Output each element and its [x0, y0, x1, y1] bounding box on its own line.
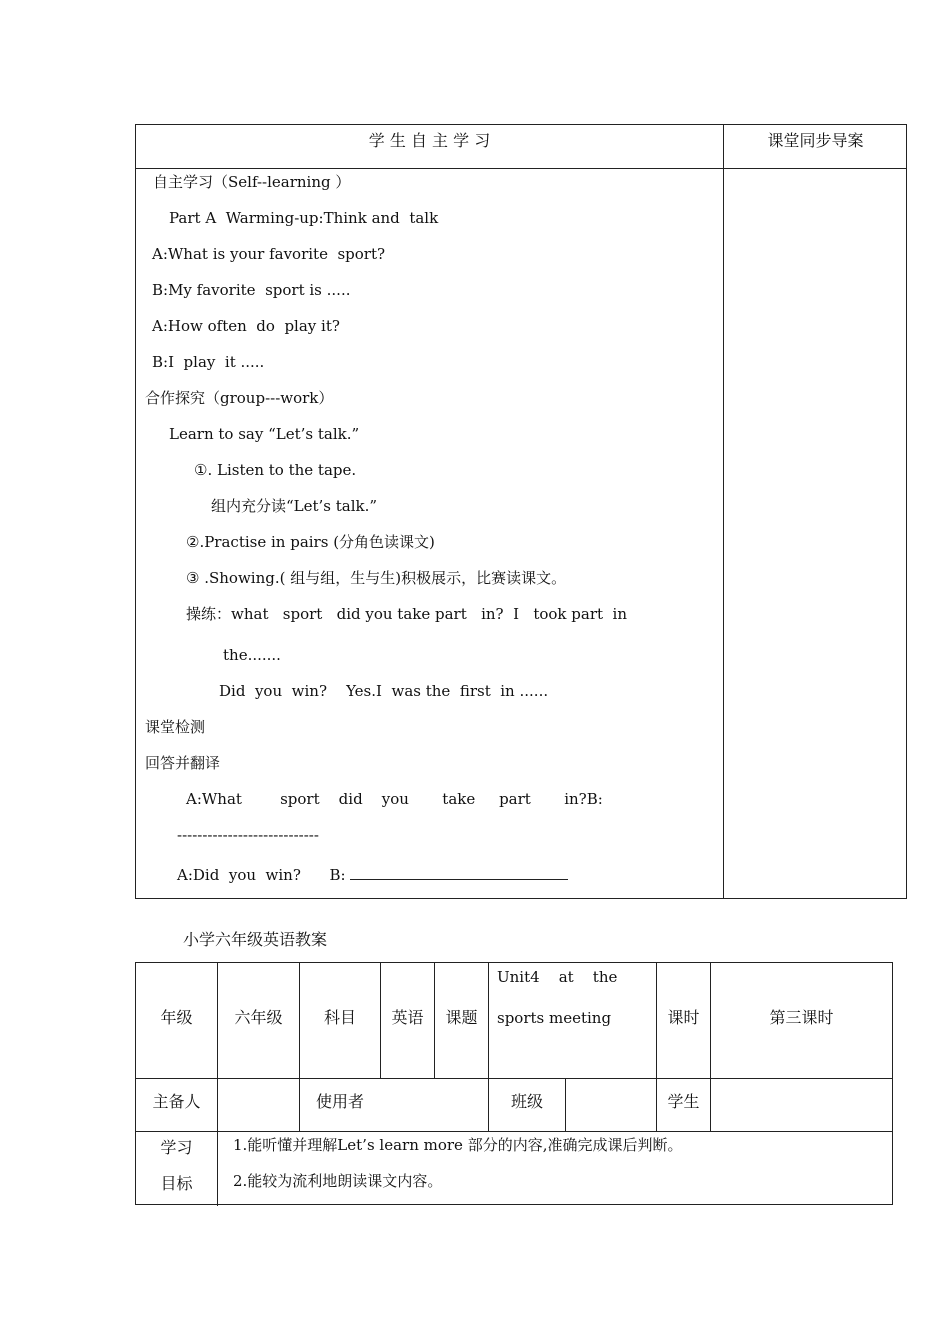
- self-study-table: [135, 124, 907, 899]
- period-label: 课时: [667, 1008, 700, 1027]
- line-step-1: ①. Listen to the tape.: [194, 461, 357, 479]
- line-step-2: ②.Practise in pairs (分角色读课文): [186, 533, 435, 551]
- line-step-3: ③ .Showing.( 组与组，生与生)积极展示，比赛读课文。: [186, 569, 567, 587]
- user-label: 使用者: [315, 1092, 364, 1111]
- question-2-text: A:Did you win? B:: [177, 866, 351, 884]
- line-did-you-win: Did you win? Yes.I was the first in ......: [219, 682, 549, 700]
- line-group-read: 组内充分读“Let’s talk.”: [211, 497, 378, 515]
- col-divider-a: [217, 963, 218, 1206]
- line-answer-blank-1: ----------------------------: [177, 826, 319, 844]
- line-dialog-b2: B:I play it .....: [152, 353, 265, 371]
- class-label: 班级: [510, 1092, 543, 1111]
- answer-blank-2: [350, 865, 568, 880]
- row-divider-2: [136, 1131, 892, 1132]
- line-part-a: Part A Warming-up:Think and talk: [169, 209, 439, 227]
- col-divider-g: [710, 963, 711, 1131]
- grade-value: 六年级: [234, 1008, 283, 1027]
- line-dialog-a2: A:How often do play it?: [152, 317, 340, 335]
- line-self-learning: 自主学习（Self--learning ）: [153, 173, 351, 191]
- goal-label-2: 目标: [160, 1174, 193, 1193]
- row-divider-1: [136, 1078, 892, 1079]
- topic-line-2: sports meeting: [497, 1009, 612, 1027]
- subject-value: 英语: [391, 1008, 424, 1027]
- line-group-work: 合作探究（group---work）: [145, 389, 334, 407]
- line-practice-cont: the.......: [223, 646, 281, 664]
- goal-label-1: 学习: [160, 1138, 193, 1157]
- line-practice: 操练：what sport did you take part in? I took part in: [186, 605, 628, 623]
- topic-label: 课题: [445, 1008, 478, 1027]
- subject-label: 科目: [323, 1008, 356, 1027]
- column-divider: [723, 125, 724, 898]
- document-caption: 小学六年级英语教案: [183, 930, 328, 949]
- header-divider: [136, 168, 906, 169]
- line-class-test: 课堂检测: [145, 718, 206, 736]
- grade-label: 年级: [160, 1008, 193, 1027]
- line-dialog-b1: B:My favorite sport is .....: [152, 281, 351, 299]
- goal-1: 1.能听懂并理解Let’s learn more 部分的内容,准确完成课后判断。: [233, 1136, 683, 1154]
- col-divider-h: [565, 1078, 566, 1131]
- line-question-2: [177, 865, 568, 885]
- lesson-info-table: [135, 962, 893, 1205]
- line-dialog-a1: A:What is your favorite sport?: [152, 245, 386, 263]
- period-value: 第三课时: [769, 1008, 834, 1027]
- header-student-self-study: 学 生 自 主 学 习: [368, 131, 491, 150]
- preparer-label: 主备人: [152, 1092, 201, 1111]
- goal-2: 2.能较为流利地朗读课文内容。: [233, 1172, 443, 1190]
- student-label: 学生: [667, 1092, 700, 1111]
- line-answer-translate: 回答并翻译: [145, 754, 221, 772]
- line-learn-to-say: Learn to say “Let’s talk.”: [169, 425, 360, 443]
- topic-line-1: Unit4 at the: [497, 968, 618, 986]
- header-classroom-guide: 课堂同步导案: [767, 131, 864, 150]
- line-question-1: A:What sport did you take part in?B:: [186, 790, 603, 808]
